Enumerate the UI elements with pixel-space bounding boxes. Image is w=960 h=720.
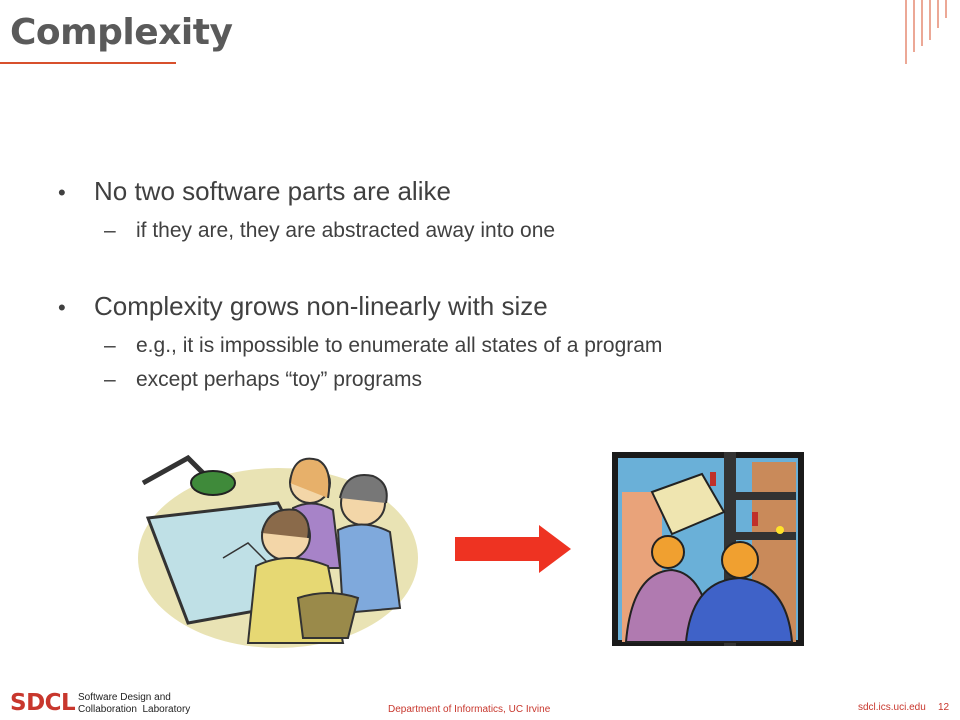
lab-line-2: Collaboration Laboratory (78, 704, 191, 715)
sub-bullet-dash: – (104, 334, 116, 357)
sub-bullet-item (104, 219, 918, 243)
bullet-item (58, 291, 918, 322)
bullet-list (58, 176, 918, 402)
title-underline (0, 62, 176, 64)
sub-bullet-item (104, 334, 918, 358)
sub-bullet-text: e.g., it is impossible to enumerate all states of a program (136, 334, 663, 357)
right-arrow-icon (455, 525, 571, 573)
bullet-text: Complexity grows non-linearly with size (94, 291, 548, 321)
sub-bullet-text: except perhaps “toy” programs (136, 368, 422, 391)
footer-lab-name (78, 692, 190, 716)
page-title: Complexity (10, 12, 233, 53)
bullet-dot: • (58, 295, 66, 320)
bullet-text: No two software parts are alike (94, 176, 451, 206)
footer-department: Department of Informatics, UC Irvine (388, 704, 551, 715)
bullet-dot: • (58, 180, 66, 205)
sub-bullet-dash: – (104, 368, 116, 391)
designers-clipart-icon (128, 448, 418, 648)
sub-bullet-dash: – (104, 219, 116, 242)
corner-decoration (900, 0, 960, 70)
construction-workers-clipart-icon (612, 452, 804, 646)
page-number: 12 (938, 702, 950, 713)
footer-logo: SDCL (10, 690, 76, 716)
sub-bullet-text: if they are, they are abstracted away into one (136, 219, 556, 242)
lab-line-1: Software Design and (78, 692, 171, 703)
footer-url: sdcl.ics.uci.edu (858, 702, 926, 713)
bullet-item (58, 176, 918, 207)
sub-bullet-item (104, 368, 918, 392)
